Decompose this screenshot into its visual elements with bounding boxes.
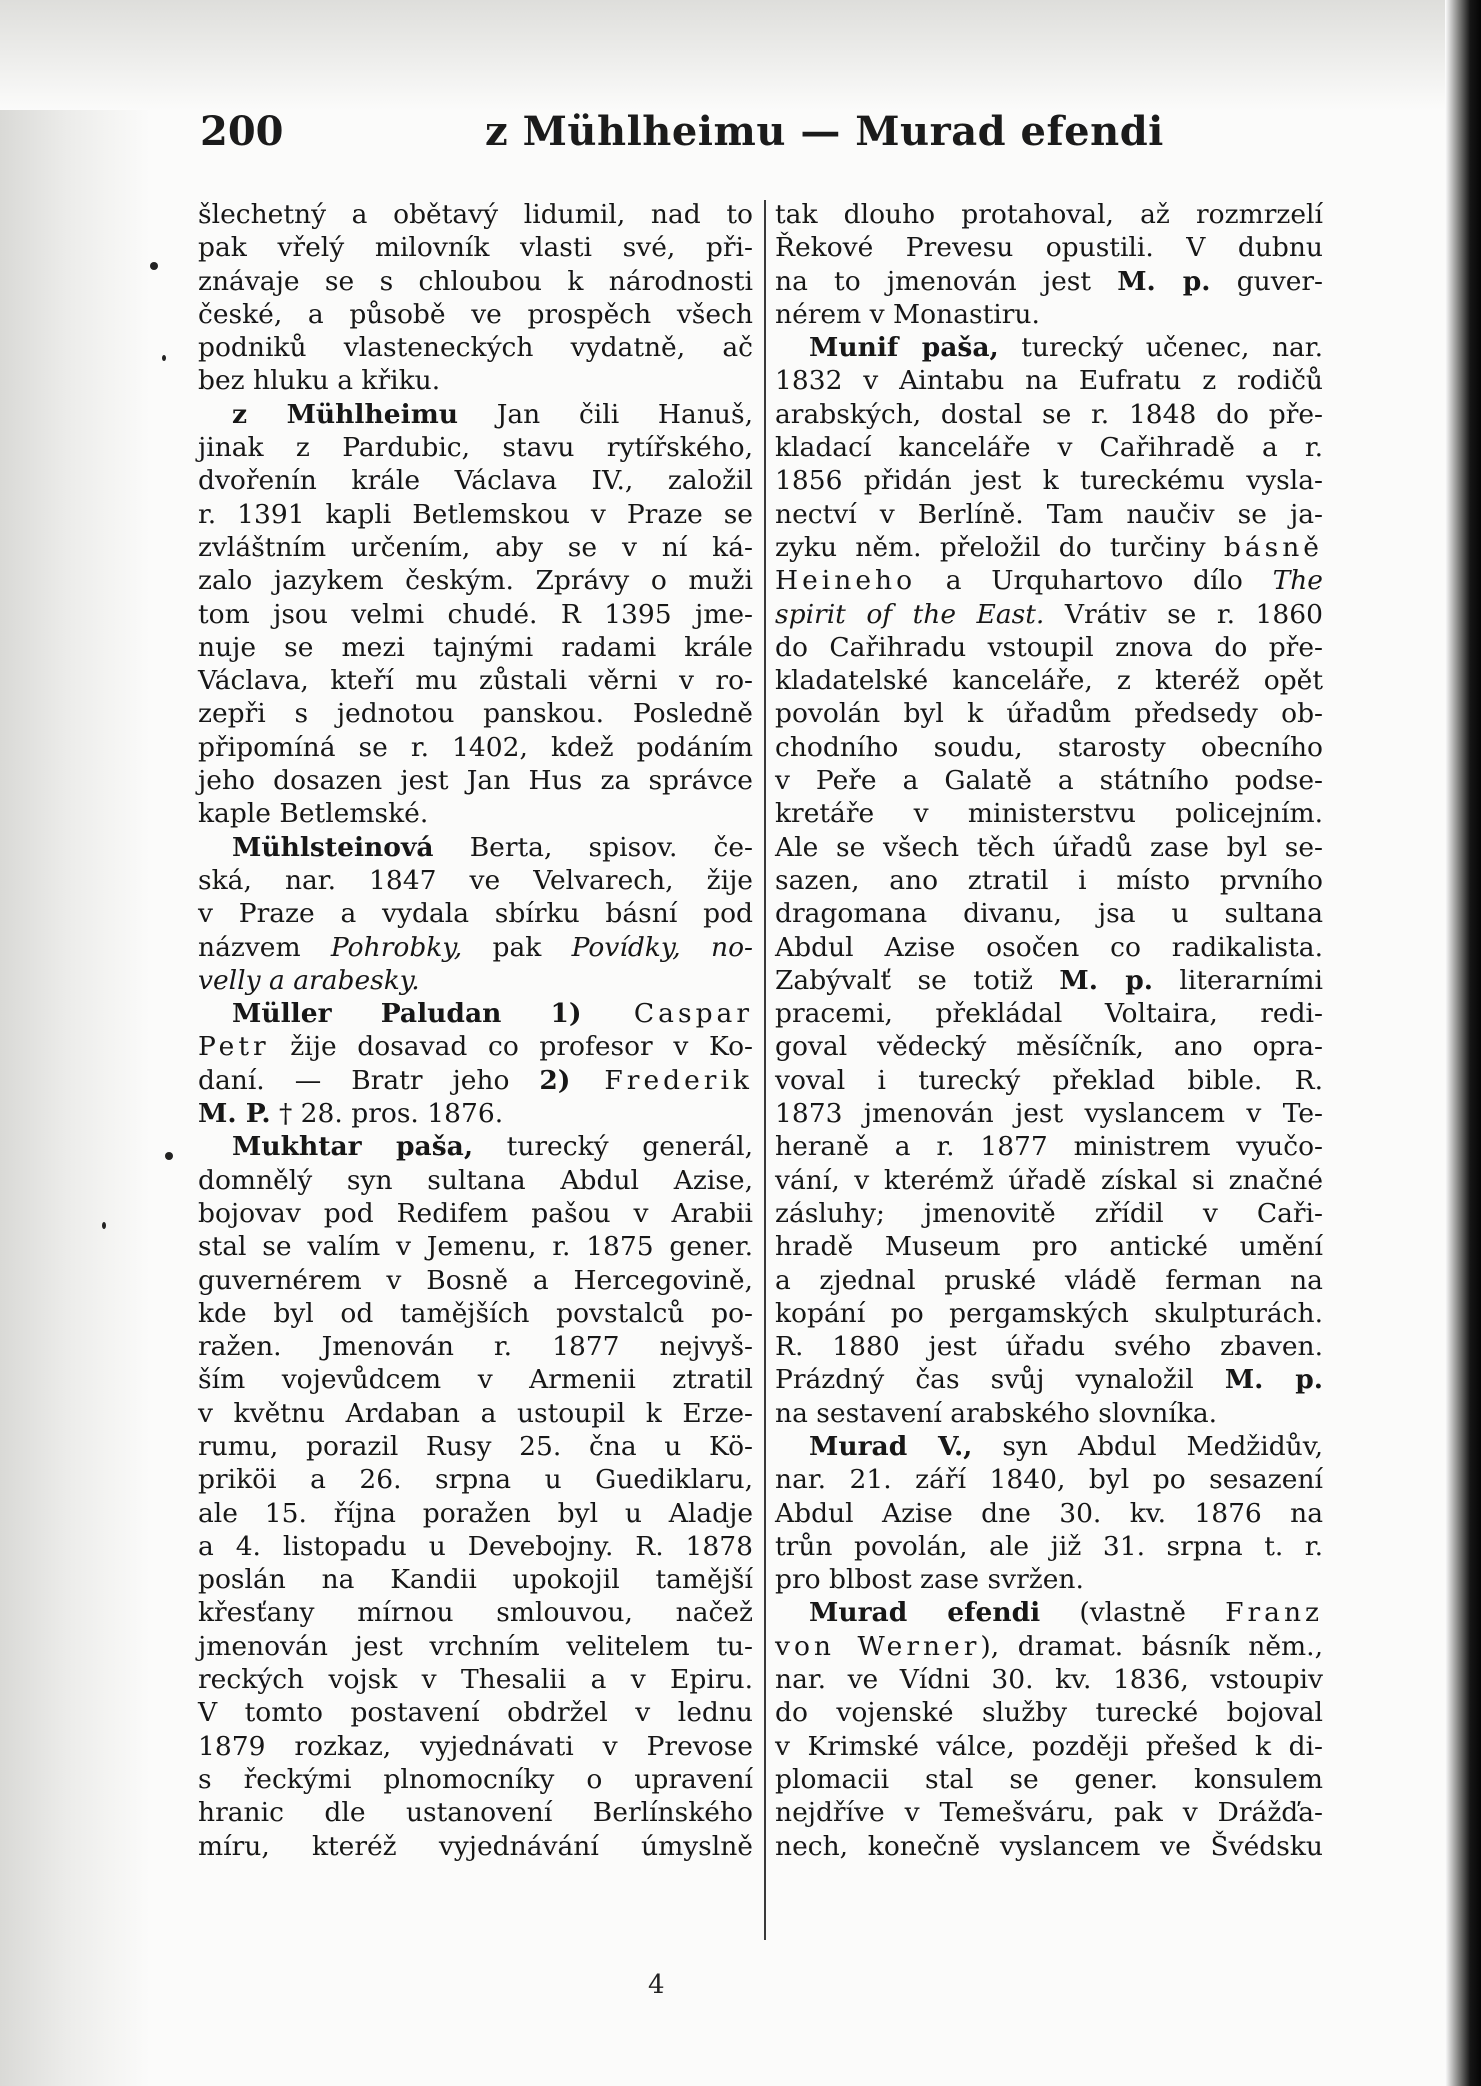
page-binding-edge [1445,0,1481,2086]
entry-text: tom jsou velmi chudé. R 1395 jme- [198,598,753,630]
text-line [198,1596,753,1629]
entry-text: ším vojevůdcem v Armenii ztratil [198,1364,753,1396]
entry-text: kaple Betlemské. [198,798,429,830]
text-line [198,664,753,697]
entry-headword: Murad V., [809,1430,973,1462]
entry-text: s řeckými plnomocníky o upravení [198,1763,753,1795]
text-line [775,1330,1323,1363]
text-line [198,997,753,1030]
text-line [198,1497,753,1530]
entry-text: Řekové Prevesu opustili. V dubnu [775,232,1323,264]
text-line [198,498,753,531]
entry-text: trůn povolán, ale již 31. srpna t. r. [775,1530,1323,1562]
text-line [775,1630,1323,1663]
print-speck [165,1152,173,1160]
text-line [775,531,1323,564]
text-line [775,564,1323,597]
entry-text: 1879 rozkaz, vyjednávati v Prevose [198,1730,753,1762]
entry-text: Ale se všech těch úřadů zase byl se- [775,831,1323,863]
text-line [198,764,753,797]
text-line [198,265,753,298]
text-line [775,864,1323,897]
entry-text: poslán na Kandii upokojil tamější [198,1564,753,1596]
entry-headword: Mühlsteinová [232,831,434,863]
text-line [775,897,1323,930]
text-line [198,298,753,331]
entry-text: připomíná se r. 1402, kdež podáním [198,731,753,763]
text-line [775,1563,1323,1596]
text-line [198,1330,753,1363]
left-column [198,198,753,1863]
text-line [775,398,1323,431]
text-line [198,631,753,664]
text-line [198,1230,753,1263]
italic-title: The [1272,565,1323,597]
entry-text: pracemi, překládal Voltaira, redi- [775,998,1323,1030]
entry-text: jinak z Pardubic, stavu rytířského, [198,432,753,464]
spaced-name: von Werner [775,1630,981,1662]
spaced-name: Caspar [581,998,754,1030]
entry-headword: Mukhtar paša, [232,1131,474,1163]
entry-text: pak [462,931,572,963]
text-line [198,1164,753,1197]
entry-text: kde byl od tamějších povstalců po- [198,1297,753,1329]
text-line [775,831,1323,864]
text-line [198,398,753,431]
entry-text: plomacii stal se gener. konsulem [775,1763,1323,1795]
italic-title: spirit of the East. [775,598,1045,630]
entry-text: rumu, porazil Rusy 25. čna u Kö- [198,1430,753,1462]
entry-text: 1856 přidán jest k tureckému vysla- [775,465,1323,497]
text-line [198,1730,753,1763]
text-line [775,697,1323,730]
text-line [775,1164,1323,1197]
entry-text: turecký učenec, nar. [998,332,1323,364]
entry-text: Abdul Azise osočen co radikalista. [775,931,1323,963]
entry-headword: M. p. [1117,265,1211,297]
text-line [198,1297,753,1330]
text-line [775,797,1323,830]
text-line [775,1030,1323,1063]
entry-text: v květnu Ardaban a ustoupil k Erze- [198,1397,753,1429]
entry-text: žije dosavad co profesor v Ko- [269,1031,753,1063]
text-line [775,265,1323,298]
entry-text: guver- [1210,265,1323,297]
text-line [198,1130,753,1163]
spaced-name: Franz [1225,1597,1323,1629]
text-line [198,331,753,364]
text-line [198,1530,753,1563]
entry-text: (vlastně [1040,1597,1226,1629]
italic-title: Povídky, no- [571,931,753,963]
entry-text: priköi a 26. srpna u Guediklaru, [198,1464,753,1496]
print-speck [102,1222,106,1229]
entry-text: turecký generál, [473,1131,753,1163]
entry-text: pro blbost zase svržen. [775,1564,1084,1596]
italic-title: Pohrobky, [330,931,463,963]
entry-text: voval i turecký překlad bible. R. [775,1064,1323,1096]
text-line [775,1097,1323,1130]
text-line [198,431,753,464]
entry-text: 1873 jmenován jest vyslancem v Te- [775,1098,1323,1130]
entry-text: vání, v kterémž úřadě získal si značné [775,1164,1323,1196]
text-line [775,1663,1323,1696]
entry-text: r. 1391 kapli Betlemskou v Praze se [198,498,753,530]
column-divider [764,200,766,1940]
entry-text: kopání po pergamských skulpturách. [775,1297,1323,1329]
entry-text: Václava, kteří mu zůstali věrni v ro- [198,665,753,697]
entry-text: Prázdný čas svůj vynaložil [775,1364,1225,1396]
text-line [775,1397,1323,1430]
entry-text: ská, nar. 1847 ve Velvarech, žije [198,864,753,896]
entry-text: nejdříve v Temešváru, pak v Drážďa- [775,1797,1323,1829]
entry-text: názvem [198,931,331,963]
entry-text: pak vřelý milovník vlasti své, při- [198,232,753,264]
text-line [198,564,753,597]
entry-text: bez hluku a křiku. [198,365,441,397]
entry-text: Zabývalť se totiž [775,964,1060,996]
text-line [775,731,1323,764]
text-line [198,531,753,564]
text-line [198,1763,753,1796]
text-line [198,1197,753,1230]
entry-text: a zjednal pruské vládě ferman na [775,1264,1323,1296]
entry-text: ), dramat. básník něm., [980,1630,1323,1662]
entry-text: znávaje se s chloubou k národnosti [198,265,753,297]
entry-text: bojovav pod Redifem pašou v Arabii [198,1197,753,1229]
entry-text: křesťany mírnou smlouvou, načež [198,1597,753,1629]
text-line [775,1297,1323,1330]
text-line [775,498,1323,531]
entry-text: stal se valím v Jemenu, r. 1875 gener. [198,1231,753,1263]
entry-text: do vojenské služby turecké bojoval [775,1697,1323,1729]
text-line [198,697,753,730]
text-line [775,631,1323,664]
text-line [198,598,753,631]
page-shadow-left [0,0,150,2086]
entry-text: domnělý syn sultana Abdul Azise, [198,1164,753,1196]
entry-text: povolán byl k úřadům předsedy ob- [775,698,1323,730]
text-line [198,1663,753,1696]
entry-text: zepři s jednotou panskou. Posledně [198,698,753,730]
text-line [198,464,753,497]
text-line [775,964,1323,997]
entry-headword: z Mühlheimu [232,398,459,430]
text-line [775,1230,1323,1263]
text-line [775,331,1323,364]
entry-text: 1832 v Aintabu na Eufratu z rodičů [775,365,1323,397]
entry-text: nectví v Berlíně. Tam naučiv se ja- [775,498,1323,530]
entry-text: syn Abdul Medžidův, [972,1430,1324,1462]
text-line [775,431,1323,464]
text-line [775,1497,1323,1530]
entry-text: v Praze a vydala sbírku básní pod [198,898,753,930]
text-line [198,831,753,864]
text-line [198,1830,753,1863]
text-line [198,1796,753,1829]
entry-text: zyku něm. přeložil do turčiny [775,531,1224,563]
entry-text: arabských, dostal se r. 1848 do pře- [775,398,1323,430]
entry-text: sazen, ano ztratil i místo prvního [775,864,1323,896]
entry-text: heraně a r. 1877 ministrem vyučo- [775,1131,1323,1163]
entry-text: V tomto postavení obdržel v lednu [198,1697,753,1729]
entry-text: na to jmenován jest [775,265,1118,297]
entry-text: hranic dle ustanovení Berlínského [198,1797,753,1829]
signature-mark: 4 [648,1970,665,2000]
entry-headword: Müller Paludan 1) [232,998,582,1030]
text-line [198,1264,753,1297]
entry-text: kladací kanceláře v Cařihradě a r. [775,432,1323,464]
entry-text: zalo jazykem českým. Zprávy o muži [198,565,753,597]
text-line [775,1363,1323,1396]
entry-text: zvláštním určením, aby se v ní ká- [198,531,753,563]
entry-text: dvořenín krále Václava IV., založil [198,465,753,497]
text-line [198,364,753,397]
entry-text: v Krimské válce, později přešed k di- [775,1730,1323,1762]
entry-text: nech, konečně vyslancem ve Švédsku [775,1830,1323,1862]
text-line [198,731,753,764]
text-line [775,764,1323,797]
entry-text: kretáře v ministerstvu policejním. [775,798,1323,830]
text-line [198,1430,753,1463]
text-line [198,1030,753,1063]
running-head [200,108,1318,164]
text-line [775,231,1323,264]
text-line [198,231,753,264]
entry-text: nuje se mezi tajnými radami krále [198,631,753,663]
text-line [198,1097,753,1130]
entry-text: hradě Museum pro antické umění [775,1231,1323,1263]
entry-headword: 2) [539,1064,571,1096]
text-line [198,1630,753,1663]
entry-text: goval vědecký měsíčník, ano opra- [775,1031,1323,1063]
entry-text: literarními [1152,964,1323,996]
text-line [775,1796,1323,1829]
entry-text: v Peře a Galatě a státního podse- [775,765,1323,797]
page-title: z Mühlheimu — Murad efendi [485,108,1164,155]
entry-headword: Murad efendi [809,1597,1041,1629]
page-shadow-top [0,0,1481,110]
spaced-name: básně [1223,531,1323,563]
entry-text: Berta, spisov. če- [433,831,753,863]
text-line [775,364,1323,397]
text-line [775,1530,1323,1563]
entry-text: ražen. Jmenován r. 1877 nejvyš- [198,1331,753,1363]
text-line [775,1264,1323,1297]
text-line [775,198,1323,231]
entry-text: dragomana divanu, jsa u sultana [775,898,1323,930]
entry-text: R. 1880 jest úřadu svého zbaven. [775,1331,1323,1363]
entry-headword: M. p. [1059,964,1153,996]
entry-text: nar. 21. září 1840, byl po sesazení [775,1464,1323,1496]
text-line [775,1197,1323,1230]
entry-text: nar. ve Vídni 30. kv. 1836, vstoupiv [775,1664,1323,1696]
spaced-name: Frederik [570,1064,753,1096]
entry-text: na sestavení arabského slovníka. [775,1397,1218,1429]
text-line [775,1596,1323,1629]
text-line [775,1696,1323,1729]
entry-headword: Munif paša, [809,332,999,364]
text-line [198,964,753,997]
entry-text: míru, kteréž vyjednávání úmyslně [198,1830,753,1862]
entry-headword: M. P. [198,1098,271,1130]
text-line [198,1363,753,1396]
entry-text: ale 15. října poražen byl u Aladje [198,1497,753,1529]
entry-text: do Cařihradu vstoupil znova do pře- [775,631,1323,663]
entry-text: † 28. pros. 1876. [270,1098,504,1130]
text-line [198,1463,753,1496]
text-line [198,931,753,964]
text-line [775,1730,1323,1763]
page-number: 200 [200,108,284,155]
right-column [775,198,1323,1863]
text-line [198,864,753,897]
entry-text: chodního soudu, starosty obecního [775,731,1323,763]
text-line [775,1064,1323,1097]
entry-text: šlechetný a obětavý lidumil, nad to [198,199,753,230]
entry-text: jeho dosazen jest Jan Hus za správce [198,765,753,797]
text-line [198,198,753,231]
entry-text: zásluhy; jmenovitě zřídil v Caři- [775,1197,1323,1229]
text-line [198,1064,753,1097]
text-line [775,1430,1323,1463]
text-line [775,1763,1323,1796]
text-line [775,464,1323,497]
print-speck [162,355,166,361]
text-line [775,1130,1323,1163]
text-line [775,298,1323,331]
text-line [775,1463,1323,1496]
text-line [775,664,1323,697]
entry-text: tak dlouho protahoval, až rozmrzelí [775,199,1323,230]
text-line [198,797,753,830]
text-line [775,1830,1323,1863]
text-line [198,1696,753,1729]
print-speck [150,262,158,270]
entry-text: guvernérem v Bosně a Hercegovině, [198,1264,753,1296]
entry-headword: M. p. [1224,1364,1324,1396]
entry-text: kladatelské kanceláře, z kteréž opět [775,665,1323,697]
entry-text: Jan čili Hanuš, [458,398,753,430]
text-line [198,897,753,930]
entry-text: české, a působě ve prospěch všech [198,298,753,330]
spaced-name: Heineho [775,565,917,597]
entry-text: reckých vojsk v Thesalii a v Epiru. [198,1664,753,1696]
spaced-name: Petr [198,1031,270,1063]
text-line [775,931,1323,964]
entry-text: daní. — Bratr jeho [198,1064,540,1096]
text-line [775,598,1323,631]
entry-text: Vrátiv se r. 1860 [1044,598,1323,630]
entry-text: jmenován jest vrchním velitelem tu- [198,1630,753,1662]
entry-text: nérem v Monastiru. [775,298,1040,330]
entry-text: a Urquhartovo dílo [916,565,1273,597]
italic-title: velly a arabesky. [198,964,420,996]
entry-text: a 4. listopadu u Devebojny. R. 1878 [198,1530,753,1562]
text-line [775,997,1323,1030]
entry-text: podniků vlasteneckých vydatně, ač [198,332,753,364]
text-line [198,1563,753,1596]
text-line [198,1397,753,1430]
entry-text: Abdul Azise dne 30. kv. 1876 na [775,1497,1323,1529]
